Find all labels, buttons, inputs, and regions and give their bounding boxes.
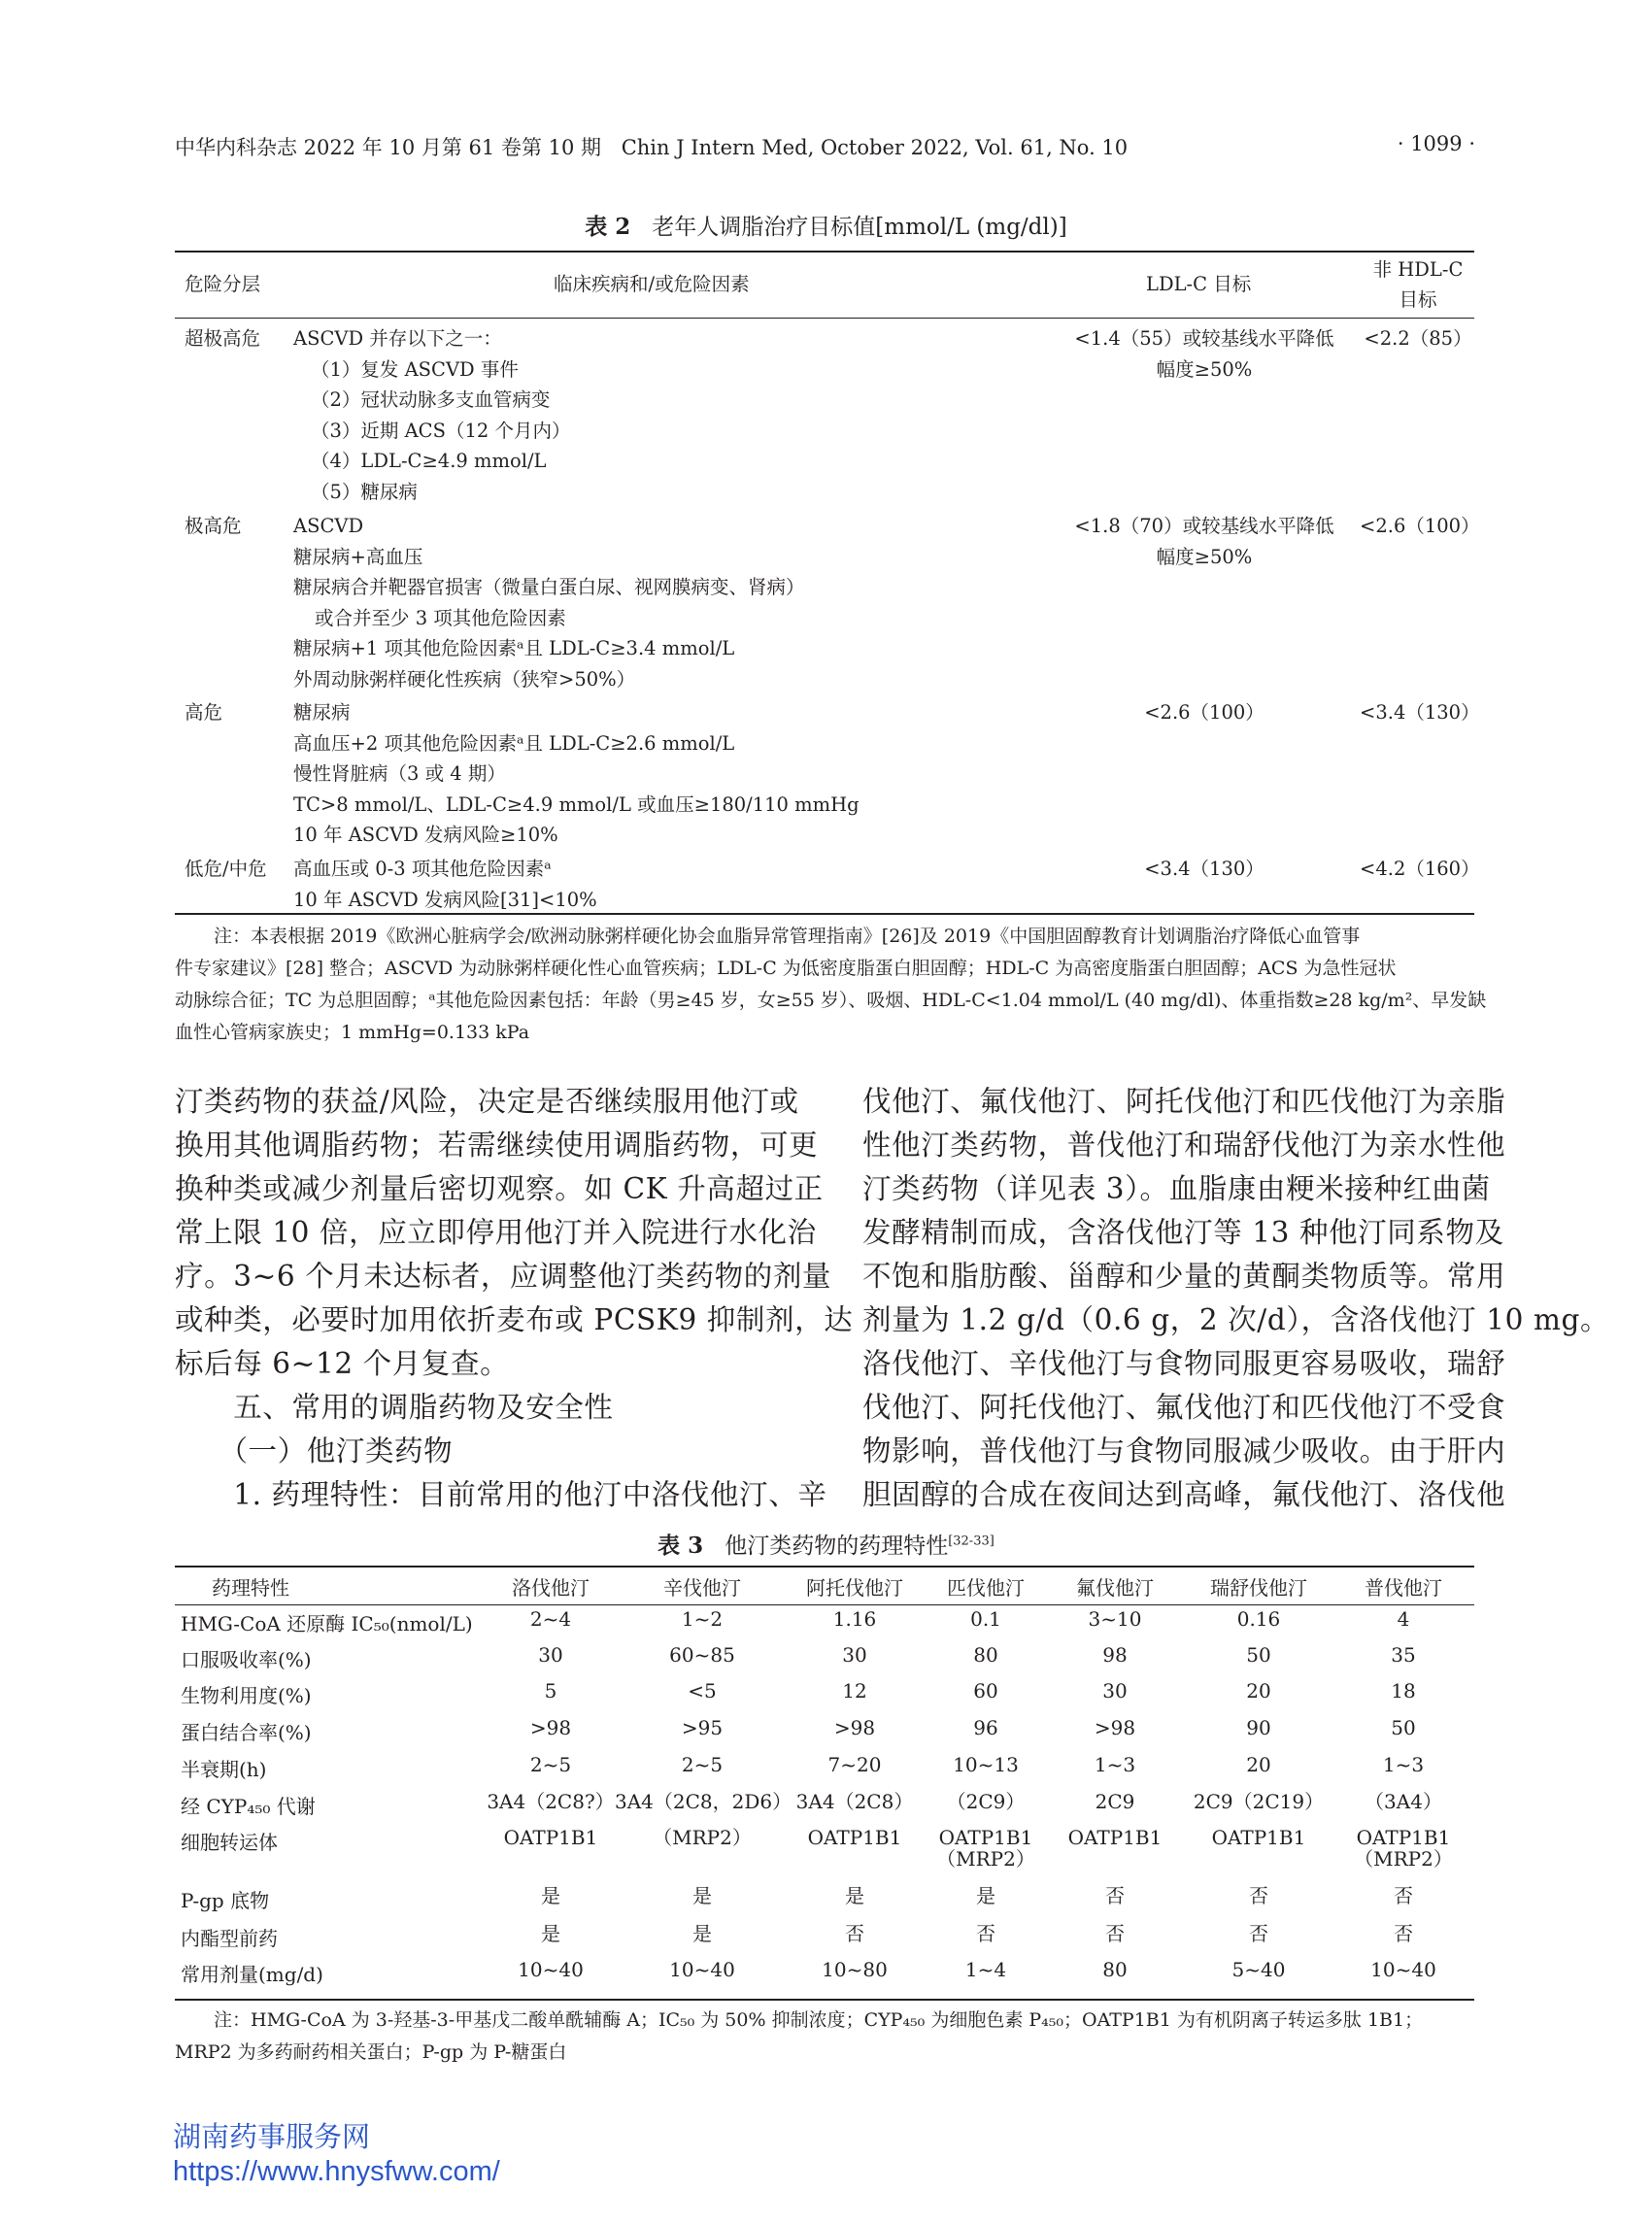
table3-cell: >98 bbox=[529, 1716, 572, 1739]
table3-cell: 否 bbox=[845, 1922, 864, 1945]
table2-header-rule bbox=[175, 318, 1474, 319]
table2-row-ldl: <1.4（55）或较基线水平降低 幅度≥50% bbox=[1074, 327, 1334, 381]
table3-cell: 90 bbox=[1246, 1716, 1271, 1739]
subsection-heading: （一）他汀类药物 bbox=[175, 1434, 454, 1467]
table3-row-name: 细胞转运体 bbox=[181, 1831, 278, 1854]
table2-row-level: 极高危 bbox=[185, 515, 242, 537]
table3-cell: 否 bbox=[1249, 1922, 1268, 1945]
table3-cell: 3A4（2C8?） bbox=[487, 1790, 615, 1813]
table3-cell: 否 bbox=[1394, 1922, 1413, 1945]
table3-cell: 96 bbox=[973, 1716, 998, 1739]
table3-cell: 98 bbox=[1102, 1643, 1128, 1667]
table3-cell: 否 bbox=[1394, 1884, 1413, 1907]
table2-row-ldl: <3.4（130） bbox=[1144, 858, 1264, 880]
table3-cell: 1~2 bbox=[681, 1607, 724, 1631]
table3-header-drug: 阿托伐他汀 bbox=[806, 1576, 903, 1600]
table2-top-rule bbox=[175, 251, 1474, 253]
table3-cell: 80 bbox=[1102, 1958, 1128, 1981]
table2-row-level: 低危/中危 bbox=[185, 858, 267, 880]
table3-cell: 30 bbox=[1102, 1679, 1128, 1702]
table3-row-name: 口服吸收率(%) bbox=[181, 1648, 312, 1671]
table3-header-property: 药理特性 bbox=[212, 1576, 289, 1600]
table3-cell: 35 bbox=[1391, 1643, 1416, 1667]
journal-cn: 中华内科杂志 2022 年 10 月第 61 卷第 10 期 bbox=[175, 136, 602, 159]
table3-cell: 10~80 bbox=[822, 1958, 888, 1981]
table2-row-nonhdl: <2.6（100） bbox=[1360, 515, 1480, 537]
table3-cell: 否 bbox=[976, 1922, 995, 1945]
table3-cell: 50 bbox=[1391, 1716, 1416, 1739]
table2-row-level: 高危 bbox=[185, 701, 223, 724]
table3-cell: OATP1B1 （MRP2） bbox=[936, 1826, 1035, 1871]
table2-row-level: 超极高危 bbox=[185, 327, 261, 350]
table3-cell: 10~40 bbox=[1370, 1958, 1436, 1981]
table3-cell: 5 bbox=[544, 1679, 557, 1702]
table3-row-name: 经 CYP₄₅₀ 代谢 bbox=[181, 1795, 316, 1818]
table3-cell: >98 bbox=[1094, 1716, 1136, 1739]
table3-header-drug: 洛伐他汀 bbox=[512, 1576, 590, 1600]
table3-cell: 是 bbox=[541, 1884, 560, 1907]
table3-header-drug: 匹伐他汀 bbox=[947, 1576, 1025, 1600]
table3-cell: >95 bbox=[681, 1716, 724, 1739]
table3-header-rule bbox=[175, 1604, 1474, 1605]
watermark-name: 湖南药事服务网 bbox=[173, 2120, 371, 2153]
table2-row-ldl: <1.8（70）或较基线水平降低 幅度≥50% bbox=[1074, 515, 1334, 568]
table3-cell: 否 bbox=[1105, 1884, 1125, 1907]
table3-header-drug: 普伐他汀 bbox=[1365, 1576, 1442, 1600]
table3-cell: 2C9 bbox=[1095, 1790, 1135, 1813]
table2-header-level: 危险分层 bbox=[185, 273, 261, 295]
table2-row-factors: 高血压或 0-3 项其他危险因素ᵃ 10 年 ASCVD 发病风险[31]<10% bbox=[293, 858, 597, 911]
section-heading: 五、常用的调脂药物及安全性 bbox=[175, 1391, 614, 1424]
table3-cell: >98 bbox=[833, 1716, 876, 1739]
page-number: · 1099 · bbox=[1397, 132, 1475, 155]
table3-cell: （2C9） bbox=[946, 1790, 1026, 1813]
table3-row-name: 常用剂量(mg/d) bbox=[181, 1963, 323, 1986]
table3-top-rule bbox=[175, 1566, 1474, 1568]
table3-header-drug: 氟伐他汀 bbox=[1076, 1576, 1154, 1600]
table3-cell: 10~40 bbox=[518, 1958, 584, 1981]
table3-cell: （3A4） bbox=[1365, 1790, 1442, 1813]
table3-cell: 3A4（2C8） bbox=[795, 1790, 914, 1813]
table3-cell: 1~3 bbox=[1094, 1753, 1136, 1776]
table3-cell: 2C9（2C19） bbox=[1193, 1790, 1325, 1813]
table3-title-ref: [32-33] bbox=[948, 1534, 995, 1549]
table3-cell: （MRP2） bbox=[653, 1826, 752, 1849]
table3-cell: 2~4 bbox=[529, 1607, 572, 1631]
table3-cell: 20 bbox=[1246, 1679, 1271, 1702]
table3-header-drug: 瑞舒伐他汀 bbox=[1210, 1576, 1307, 1600]
table3-cell: 是 bbox=[692, 1884, 712, 1907]
table3-row-name: 蛋白结合率(%) bbox=[181, 1721, 312, 1744]
journal-en: Chin J Intern Med, October 2022, Vol. 61, No. 10 bbox=[621, 136, 1129, 159]
table3-label: 表 3 bbox=[657, 1533, 704, 1559]
body-right-column: 伐他汀、氟伐他汀、阿托伐他汀和匹伐他汀为亲脂 性他汀类药物，普伐他汀和瑞舒伐他汀为亲水性他 汀类药物（详见表 3）。血脂康由粳米接种红曲菌 发酵精制而成，含洛伐他汀等 13 种他汀同系物及 不饱和脂肪酸、甾醇和少量的黄酮类物质等。常用 剂量为 1.2 g/d（0.6 g，2 次/d），含洛伐他汀 10 mg。 洛伐他汀、辛伐他汀与食物同服更容易吸收，瑞舒 伐他汀、阿托伐他汀、氟伐他汀和匹伐他汀不受食 物影响，普伐他汀与食物同服减少吸收。由于肝内 胆固醇的合成在夜间达到高峰，氟伐他汀、洛伐他 bbox=[862, 1085, 1610, 1511]
table3-cell: OATP1B1 bbox=[807, 1826, 902, 1849]
table2-row-nonhdl: <3.4（130） bbox=[1360, 701, 1480, 724]
table3-cell: OATP1B1 （MRP2） bbox=[1354, 1826, 1453, 1871]
table3-row-name: 生物利用度(%) bbox=[181, 1684, 312, 1707]
table3-note: 注：HMG-CoA 为 3-羟基-3-甲基戊二酸单酰辅酶 A；IC₅₀ 为 50% 抑制浓度；CYP₄₅₀ 为细胞色素 P₄₅₀；OATP1B1 为有机阴离子转运多肽 1B1； MRP2 为多药耐药相关蛋白；P-gp 为 P-糖蛋白 bbox=[175, 2009, 1424, 2063]
table3-cell: 2~5 bbox=[529, 1753, 572, 1776]
table3-cell: 是 bbox=[845, 1884, 864, 1907]
table2-note: 注：本表根据 2019《欧洲心脏病学会/欧洲动脉粥样硬化协会血脂异常管理指南》[26]及 2019《中国胆固醇教育计划调脂治疗降低心血管事 件专家建议》[28] 整合；ASCVD 为动脉粥样硬化性心血管疾病；LDL-C 为低密度脂蛋白胆固醇；HDL-C 为高密度脂蛋白胆固醇；ACS 为急性冠状 动脉综合征；TC 为总胆固醇；ᵃ其他危险因素包括：年龄（男≥45 岁，女≥55 岁）、吸烟、HDL-C<1.04 mmol/L (40 mg/dl)、体重指数≥28 kg/m²、早发缺 血性心管病家族史；1 mmHg=0.133 kPa bbox=[175, 926, 1487, 1043]
table3-cell: 否 bbox=[1249, 1884, 1268, 1907]
table2-row-nonhdl: <2.2（85） bbox=[1364, 327, 1472, 350]
table2-caption bbox=[0, 209, 1652, 241]
table2-title: 老年人调脂治疗目标值[mmol/L (mg/dl)] bbox=[652, 215, 1067, 240]
table3-cell: OATP1B1 bbox=[1211, 1826, 1306, 1849]
table3-cell: 3A4（2C8，2D6） bbox=[615, 1790, 792, 1813]
table3-cell: 10~13 bbox=[953, 1753, 1019, 1776]
table2-row-factors: 糖尿病 高血压+2 项其他危险因素ᵃ且 LDL-C≥2.6 mmol/L 慢性肾脏病（3 或 4 期） TC>8 mmol/L、LDL-C≥4.9 mmol/L 或血压≥180/110 mmHg 10 年 ASCVD 发病风险≥10% bbox=[293, 701, 860, 846]
table2-label: 表 2 bbox=[585, 214, 631, 240]
running-header bbox=[175, 132, 1128, 161]
table3-cell: 12 bbox=[842, 1679, 867, 1702]
table2-row-factors: ASCVD 糖尿病+高血压 糖尿病合并靶器官损害（微量白蛋白尿、视网膜病变、肾病） 或合并至少 3 项其他危险因素 糖尿病+1 项其他危险因素ᵃ且 LDL-C≥3.4 mmol/L 外周动脉粥样硬化性疾病（狭窄>50%） bbox=[293, 515, 805, 691]
table3-cell: 4 bbox=[1397, 1607, 1410, 1631]
table3-cell: 1~4 bbox=[964, 1958, 1007, 1981]
table2-header-nonhdl: 非 HDL-C 目标 bbox=[1372, 258, 1464, 311]
table3-cell: <5 bbox=[688, 1679, 717, 1702]
table3-cell: 否 bbox=[1105, 1922, 1125, 1945]
table2-header-factors: 临床疾病和/或危险因素 bbox=[554, 273, 750, 295]
table2-header-ldl: LDL-C 目标 bbox=[1146, 273, 1252, 295]
table3-cell: 是 bbox=[976, 1884, 995, 1907]
table3-cell: OATP1B1 bbox=[503, 1826, 598, 1849]
table3-cell: 20 bbox=[1246, 1753, 1271, 1776]
table3-cell: 3~10 bbox=[1088, 1607, 1142, 1631]
table3-cell: OATP1B1 bbox=[1067, 1826, 1163, 1849]
table3-caption bbox=[0, 1528, 1652, 1560]
table3-cell: 18 bbox=[1391, 1679, 1416, 1702]
table3-cell: 60 bbox=[973, 1679, 998, 1702]
table2-row-ldl: <2.6（100） bbox=[1144, 701, 1264, 724]
table3-cell: 5~40 bbox=[1231, 1958, 1286, 1981]
watermark-url[interactable]: https://www.hnysfww.com/ bbox=[173, 2156, 500, 2187]
body-left-column: 汀类药物的获益/风险，决定是否继续服用他汀或 换用其他调脂药物；若需继续使用调脂药物，可更 换种类或减少剂量后密切观察。如 CK 升高超过正 常上限 10 倍，应立即停用他汀并入院进行水化治 疗。3~6 个月未达标者，应调整他汀类药物的剂量 或种类，必要时加用依折麦布或 PCSK9 抑制剂，达 标后每 6~12 个月复查。 五、常用的调脂药物及安全性 （一）他汀类药物 1. 药理特性：目前常用的他汀中洛伐他汀、辛 bbox=[175, 1085, 854, 1511]
table3-cell: 30 bbox=[842, 1643, 867, 1667]
table3-row-name: 内酯型前药 bbox=[181, 1927, 278, 1950]
table3-cell: 50 bbox=[1246, 1643, 1271, 1667]
table3-cell: 60~85 bbox=[669, 1643, 735, 1667]
table2-row-factors: ASCVD 并存以下之一： （1）复发 ASCVD 事件 （2）冠状动脉多支血管病变 （3）近期 ACS（12 个月内） （4）LDL-C≥4.9 mmol/L （5）糖尿病 bbox=[293, 327, 571, 503]
table3-cell: 2~5 bbox=[681, 1753, 724, 1776]
table3-cell: 1~3 bbox=[1382, 1753, 1425, 1776]
table3-cell: 1.16 bbox=[832, 1607, 877, 1631]
table3-cell: 是 bbox=[692, 1922, 712, 1945]
table3-row-name: 半衰期(h) bbox=[181, 1758, 267, 1781]
table3-cell: 10~40 bbox=[669, 1958, 735, 1981]
table3-bottom-rule bbox=[175, 1999, 1474, 2001]
table3-cell: 80 bbox=[973, 1643, 998, 1667]
table3-cell: 0.1 bbox=[970, 1607, 1001, 1631]
table3-row-name: P-gp 底物 bbox=[181, 1889, 270, 1912]
table3-cell: 是 bbox=[541, 1922, 560, 1945]
table2-row-nonhdl: <4.2（160） bbox=[1360, 858, 1480, 880]
table3-cell: 7~20 bbox=[827, 1753, 882, 1776]
table3-header-drug: 辛伐他汀 bbox=[663, 1576, 741, 1600]
table3-cell: 30 bbox=[538, 1643, 563, 1667]
table3-row-name: HMG-CoA 还原酶 IC₅₀(nmol/L) bbox=[181, 1612, 473, 1635]
table3-title: 他汀类药物的药理特性 bbox=[725, 1534, 949, 1559]
table3-cell: 0.16 bbox=[1236, 1607, 1281, 1631]
